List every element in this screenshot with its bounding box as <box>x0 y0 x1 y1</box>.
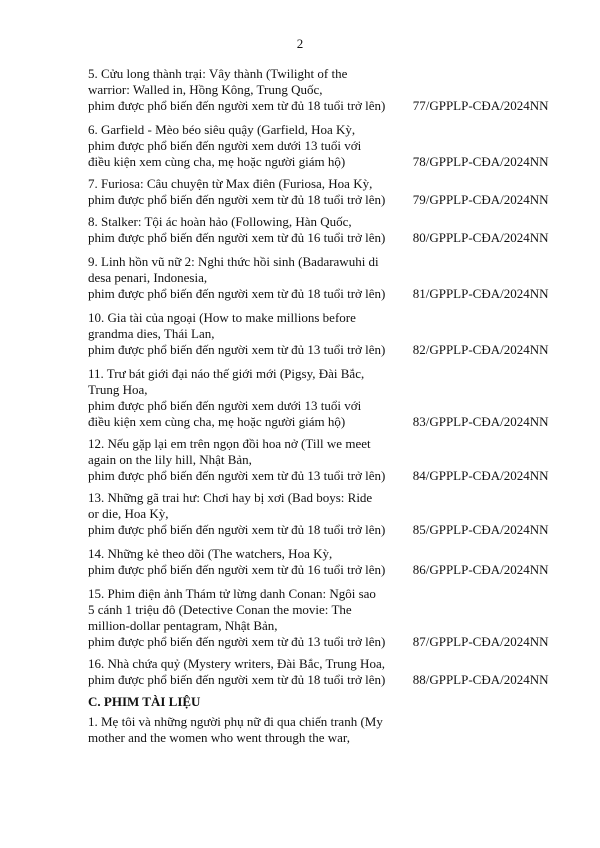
film-entry-line: 16. Nhà chứa quỷ (Mystery writers, Đài Bắc, Trung Hoa, <box>88 656 385 671</box>
film-entry <box>88 546 576 578</box>
film-entry-text <box>88 310 405 358</box>
film-entry-text <box>88 546 405 578</box>
film-entry-text <box>88 122 405 170</box>
film-entry-line: 13. Những gã trai hư: Chơi hay bị xơi (Bad boys: Ride <box>88 490 373 505</box>
film-entry-line: phim được phổ biến đến người xem từ đủ 18 tuổi trở lên) <box>88 672 386 687</box>
film-entry-line: phim được phổ biến đến người xem từ đủ 16 tuổi trở lên) <box>88 562 386 577</box>
film-entry-text <box>88 490 405 538</box>
documentary-entry-line: mother and the women who went through the war, <box>88 730 350 745</box>
license-number: 78/GPPLP-CĐA/2024NN <box>412 154 549 169</box>
page-number: 2 <box>296 36 304 51</box>
film-entry-line: phim được phổ biến đến người xem từ đủ 16 tuổi trở lên) <box>88 230 386 245</box>
film-entry-line: phim được phổ biến đến người xem dưới 13 tuổi với <box>88 398 362 413</box>
film-entry-text <box>88 66 405 114</box>
film-entry-line: 6. Garfield - Mèo béo siêu quậy (Garfield, Hoa Kỳ, <box>88 122 356 137</box>
film-entry <box>88 310 576 358</box>
film-entry-line: phim được phổ biến đến người xem từ đủ 18 tuổi trở lên) <box>88 522 386 537</box>
license-number: 85/GPPLP-CĐA/2024NN <box>412 522 549 537</box>
documentary-entry-line: 1. Mẹ tôi và những người phụ nữ đi qua chiến tranh (My <box>88 714 383 729</box>
film-entry-line: 5 cánh 1 triệu đô (Detective Conan the movie: The <box>88 602 352 617</box>
film-entry-line: phim được phổ biến đến người xem từ đủ 18 tuổi trở lên) <box>88 192 386 207</box>
license-number: 81/GPPLP-CĐA/2024NN <box>412 286 549 301</box>
film-entry-text <box>88 366 405 430</box>
license-number: 83/GPPLP-CĐA/2024NN <box>412 414 549 429</box>
film-entry-line: warrior: Walled in, Hồng Kông, Trung Quốc, <box>88 82 323 97</box>
license-number: 88/GPPLP-CĐA/2024NN <box>412 672 549 687</box>
film-entry <box>88 214 576 246</box>
film-entry-line: 8. Stalker: Tội ác hoàn hảo (Following, Hàn Quốc, <box>88 214 352 229</box>
film-entry <box>88 436 576 484</box>
film-entry <box>88 490 576 538</box>
film-entry-line: phim được phổ biến đến người xem từ đủ 13 tuổi trở lên) <box>88 342 386 357</box>
film-entry-line: 14. Những kẻ theo dõi (The watchers, Hoa Kỳ, <box>88 546 333 561</box>
film-entry <box>88 122 576 170</box>
film-entry <box>88 176 576 208</box>
film-entry-line: 15. Phim điện ảnh Thám tử lừng danh Conan: Ngôi sao <box>88 586 376 601</box>
film-entry-text <box>88 656 405 688</box>
film-entry-line: 10. Gia tài của ngoại (How to make millions before <box>88 310 356 325</box>
film-entry-line: 11. Trư bát giới đại náo thế giới mới (Pigsy, Đài Bắc, <box>88 366 365 381</box>
film-entry-line: phim được phổ biến đến người xem từ đủ 18 tuổi trở lên) <box>88 286 386 301</box>
license-number: 84/GPPLP-CĐA/2024NN <box>412 468 549 483</box>
film-entry <box>88 586 576 650</box>
film-entry-line: grandma dies, Thái Lan, <box>88 326 215 341</box>
film-entry-line: desa penari, Indonesia, <box>88 270 208 285</box>
film-entry <box>88 366 576 430</box>
license-number: 87/GPPLP-CĐA/2024NN <box>412 634 549 649</box>
document-body <box>88 66 576 746</box>
film-entry-line: 7. Furiosa: Câu chuyện từ Max điên (Furiosa, Hoa Kỳ, <box>88 176 373 191</box>
section-heading: C. PHIM TÀI LIỆU <box>88 694 201 709</box>
film-entry-text <box>88 254 405 302</box>
license-number: 80/GPPLP-CĐA/2024NN <box>412 230 549 245</box>
film-entry-line: phim được phổ biến đến người xem dưới 13 tuổi với <box>88 138 362 153</box>
film-entry-line: phim được phổ biến đến người xem từ đủ 13 tuổi trở lên) <box>88 634 386 649</box>
film-entry-line: phim được phổ biến đến người xem từ đủ 18 tuổi trở lên) <box>88 98 386 113</box>
film-entry <box>88 66 576 114</box>
film-entry-line: điều kiện xem cùng cha, mẹ hoặc người giám hộ) <box>88 414 346 429</box>
film-license-list <box>88 66 576 688</box>
license-number: 86/GPPLP-CĐA/2024NN <box>412 562 549 577</box>
documentary-entry <box>88 714 410 746</box>
film-entry-line: 5. Cửu long thành trại: Vây thành (Twilight of the <box>88 66 348 81</box>
film-entry-line: million-dollar pentagram, Nhật Bản, <box>88 618 278 633</box>
film-entry-line: phim được phổ biến đến người xem từ đủ 13 tuổi trở lên) <box>88 468 386 483</box>
film-entry-text <box>88 436 405 484</box>
license-number: 82/GPPLP-CĐA/2024NN <box>412 342 549 357</box>
film-entry-text <box>88 176 405 208</box>
film-entry-line: 9. Linh hồn vũ nữ 2: Nghi thức hồi sinh (Badarawuhi di <box>88 254 379 269</box>
film-entry-line: or die, Hoa Kỳ, <box>88 506 169 521</box>
film-entry <box>88 254 576 302</box>
film-entry-line: Trung Hoa, <box>88 382 148 397</box>
license-number: 79/GPPLP-CĐA/2024NN <box>412 192 549 207</box>
film-entry-line: điều kiện xem cùng cha, mẹ hoặc người giám hộ) <box>88 154 346 169</box>
film-entry-line: again on the lily hill, Nhật Bản, <box>88 452 252 467</box>
license-number: 77/GPPLP-CĐA/2024NN <box>412 98 549 113</box>
film-entry-line: 12. Nếu gặp lại em trên ngọn đồi hoa nở (Till we meet <box>88 436 371 451</box>
film-entry-text <box>88 214 405 246</box>
film-entry <box>88 656 576 688</box>
film-entry-text <box>88 586 405 650</box>
